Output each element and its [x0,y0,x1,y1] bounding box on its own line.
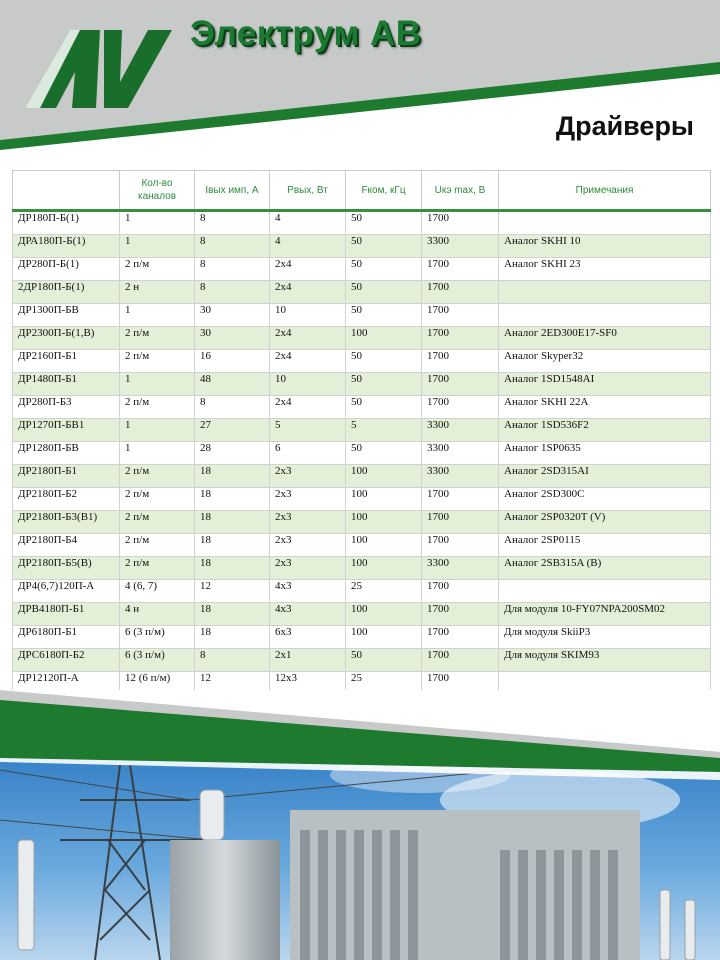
cell-current: 16 [195,350,270,373]
cell-voltage: 1700 [422,281,499,304]
cell-current: 8 [195,649,270,672]
cell-power: 12x3 [270,672,346,695]
cell-current: 27 [195,419,270,442]
table-row [13,419,711,442]
cell-voltage: 1700 [422,396,499,419]
cell-channels: 4 н [120,603,195,626]
cell-current: 28 [195,442,270,465]
cell-notes: Аналог Skyper32 [499,350,711,373]
cell-current: 18 [195,465,270,488]
cell-voltage: 3300 [422,442,499,465]
cell-voltage: 1700 [422,603,499,626]
table-row [13,281,711,304]
header [0,0,720,160]
cell-frequency: 100 [346,557,422,580]
table-row [13,488,711,511]
cell-frequency: 50 [346,235,422,258]
cell-notes: Аналог SKHI 10 [499,235,711,258]
cell-notes [499,304,711,327]
cell-notes: Для модуля SKIM93 [499,649,711,672]
cell-current: 30 [195,304,270,327]
cell-notes: Аналог 2SB315A (В) [499,557,711,580]
cell-model: ДР1480П-Б1 [13,373,120,396]
cell-current: 18 [195,557,270,580]
cell-notes: Аналог 1SD1548AI [499,373,711,396]
cell-frequency: 5 [346,419,422,442]
cell-power: 10 [270,304,346,327]
cell-voltage: 3300 [422,419,499,442]
cell-current: 18 [195,534,270,557]
table-row [13,465,711,488]
brand-name: Электрум АВ [190,14,422,53]
cell-channels: 2 п/м [120,465,195,488]
cell-model: ДР4(6,7)120П-А [13,580,120,603]
table-header-row [13,171,711,211]
cell-notes: Аналог 2SP0115 [499,534,711,557]
cell-frequency: 50 [346,304,422,327]
cell-voltage: 1700 [422,350,499,373]
cell-model: ДР1270П-БВ1 [13,419,120,442]
cell-frequency: 50 [346,211,422,235]
cell-current: 8 [195,396,270,419]
cell-power: 2x3 [270,534,346,557]
cell-model: ДР280П-Б(1) [13,258,120,281]
cell-model: ДР6180П-Б1 [13,626,120,649]
table-row [13,649,711,672]
cell-model: ДРВ4180П-Б1 [13,603,120,626]
cell-channels: 1 [120,442,195,465]
table-row [13,580,711,603]
cell-model: ДРС6180П-Б2 [13,649,120,672]
cell-channels: 2 п/м [120,327,195,350]
cell-voltage: 1700 [422,211,499,235]
table-row [13,258,711,281]
cell-model: ДР2180П-Б3(В1) [13,511,120,534]
table-row [13,626,711,649]
cell-frequency: 50 [346,281,422,304]
cell-model: ДР12120П-А [13,672,120,695]
table-row [13,304,711,327]
cell-frequency: 50 [346,350,422,373]
cell-current: 8 [195,235,270,258]
cell-power: 2x3 [270,511,346,534]
transformer-tank [170,840,280,960]
cell-model: ДРА180П-Б(1) [13,235,120,258]
drivers-table-container [12,170,710,695]
cell-power: 6x3 [270,626,346,649]
cell-notes: Для модуля 10-FY07NPA200SM02 [499,603,711,626]
cell-voltage: 1700 [422,304,499,327]
col-header-channels: Кол-во каналов [120,171,195,211]
cell-notes: Аналог 1SD536F2 [499,419,711,442]
cell-power: 2x4 [270,281,346,304]
col-header-voltage: Uкэ max, В [422,171,499,211]
cell-model: ДР2160П-Б1 [13,350,120,373]
cell-model: 2ДР180П-Б(1) [13,281,120,304]
table-row [13,396,711,419]
cell-notes: Аналог 2ED300E17-SF0 [499,327,711,350]
cell-power: 2x4 [270,258,346,281]
cell-channels: 2 п/м [120,258,195,281]
cell-power: 4x3 [270,580,346,603]
col-header-notes: Примечания [499,171,711,211]
cell-notes: Аналог 2SD300C [499,488,711,511]
cell-voltage: 1700 [422,649,499,672]
cell-voltage: 1700 [422,580,499,603]
cell-current: 18 [195,603,270,626]
cell-notes: Аналог 1SP0635 [499,442,711,465]
cell-channels: 1 [120,304,195,327]
table-row [13,327,711,350]
cell-notes: Аналог 2SP0320T (V) [499,511,711,534]
cell-power: 2x4 [270,350,346,373]
cell-channels: 1 [120,235,195,258]
cell-frequency: 100 [346,534,422,557]
table-row [13,373,711,396]
footer [0,690,720,960]
cell-notes: Аналог SKHI 22A [499,396,711,419]
cell-power: 2x4 [270,327,346,350]
cell-voltage: 3300 [422,465,499,488]
table-row [13,442,711,465]
col-header-model [13,171,120,211]
table-row [13,511,711,534]
cell-notes [499,281,711,304]
cell-power: 6 [270,442,346,465]
cell-frequency: 50 [346,396,422,419]
cell-frequency: 100 [346,603,422,626]
cell-power: 10 [270,373,346,396]
cell-model: ДР180П-Б(1) [13,211,120,235]
cell-frequency: 100 [346,327,422,350]
cell-current: 18 [195,488,270,511]
cell-channels: 2 п/м [120,557,195,580]
cell-channels: 2 п/м [120,534,195,557]
cell-channels: 2 н [120,281,195,304]
table-row [13,603,711,626]
cell-channels: 2 п/м [120,350,195,373]
cell-voltage: 1700 [422,511,499,534]
cell-current: 18 [195,626,270,649]
cell-channels: 2 п/м [120,488,195,511]
cell-power: 2x1 [270,649,346,672]
cell-current: 48 [195,373,270,396]
footer-graphic [0,690,720,960]
cell-power: 4x3 [270,603,346,626]
cell-voltage: 1700 [422,258,499,281]
drivers-table [12,170,711,695]
cell-notes [499,580,711,603]
cell-current: 12 [195,580,270,603]
cell-voltage: 1700 [422,373,499,396]
cell-channels: 12 (6 п/м) [120,672,195,695]
cell-current: 8 [195,211,270,235]
cell-frequency: 50 [346,258,422,281]
cell-power: 4 [270,211,346,235]
cell-voltage: 3300 [422,235,499,258]
cell-voltage: 1700 [422,626,499,649]
cell-model: ДР2300П-Б(1,В) [13,327,120,350]
cell-channels: 1 [120,419,195,442]
cell-frequency: 100 [346,465,422,488]
col-header-current: Iвых имп, А [195,171,270,211]
cell-frequency: 50 [346,442,422,465]
table-row [13,557,711,580]
cell-model: ДР1300П-БВ [13,304,120,327]
cell-notes: Для модуля SkiiP3 [499,626,711,649]
cell-frequency: 50 [346,649,422,672]
cell-channels: 1 [120,211,195,235]
col-header-power: Pвых, Вт [270,171,346,211]
cell-frequency: 25 [346,672,422,695]
cell-model: ДР2180П-Б1 [13,465,120,488]
cell-current: 8 [195,258,270,281]
table-row [13,235,711,258]
cell-frequency: 100 [346,488,422,511]
cell-model: ДР280П-Б3 [13,396,120,419]
cell-power: 2x3 [270,557,346,580]
cell-power: 2x4 [270,396,346,419]
cell-model: ДР2180П-Б4 [13,534,120,557]
cell-model: ДР2180П-Б5(В) [13,557,120,580]
cell-frequency: 100 [346,511,422,534]
col-header-frequency: Fком, кГц [346,171,422,211]
cell-voltage: 1700 [422,327,499,350]
table-row [13,350,711,373]
cell-current: 18 [195,511,270,534]
cell-notes: Аналог SKHI 23 [499,258,711,281]
cell-power: 2x3 [270,488,346,511]
cell-channels: 4 (6, 7) [120,580,195,603]
cell-model: ДР2180П-Б2 [13,488,120,511]
cell-power: 5 [270,419,346,442]
cell-frequency: 25 [346,580,422,603]
cell-current: 30 [195,327,270,350]
cell-frequency: 50 [346,373,422,396]
cell-current: 8 [195,281,270,304]
cell-notes [499,211,711,235]
cell-power: 4 [270,235,346,258]
table-body [13,211,711,695]
table-row [13,211,711,235]
cell-notes: Аналог 2SD315AI [499,465,711,488]
cell-voltage: 1700 [422,534,499,557]
cell-frequency: 100 [346,626,422,649]
cell-channels: 6 (3 п/м) [120,649,195,672]
cell-voltage: 1700 [422,488,499,511]
page-title: Драйверы [555,111,694,141]
cell-channels: 6 (3 п/м) [120,626,195,649]
cell-channels: 2 п/м [120,511,195,534]
cell-current: 12 [195,672,270,695]
cell-channels: 2 п/м [120,396,195,419]
cell-channels: 1 [120,373,195,396]
cell-voltage: 1700 [422,672,499,695]
cell-power: 2x3 [270,465,346,488]
table-row [13,534,711,557]
cell-voltage: 3300 [422,557,499,580]
cell-model: ДР1280П-БВ [13,442,120,465]
